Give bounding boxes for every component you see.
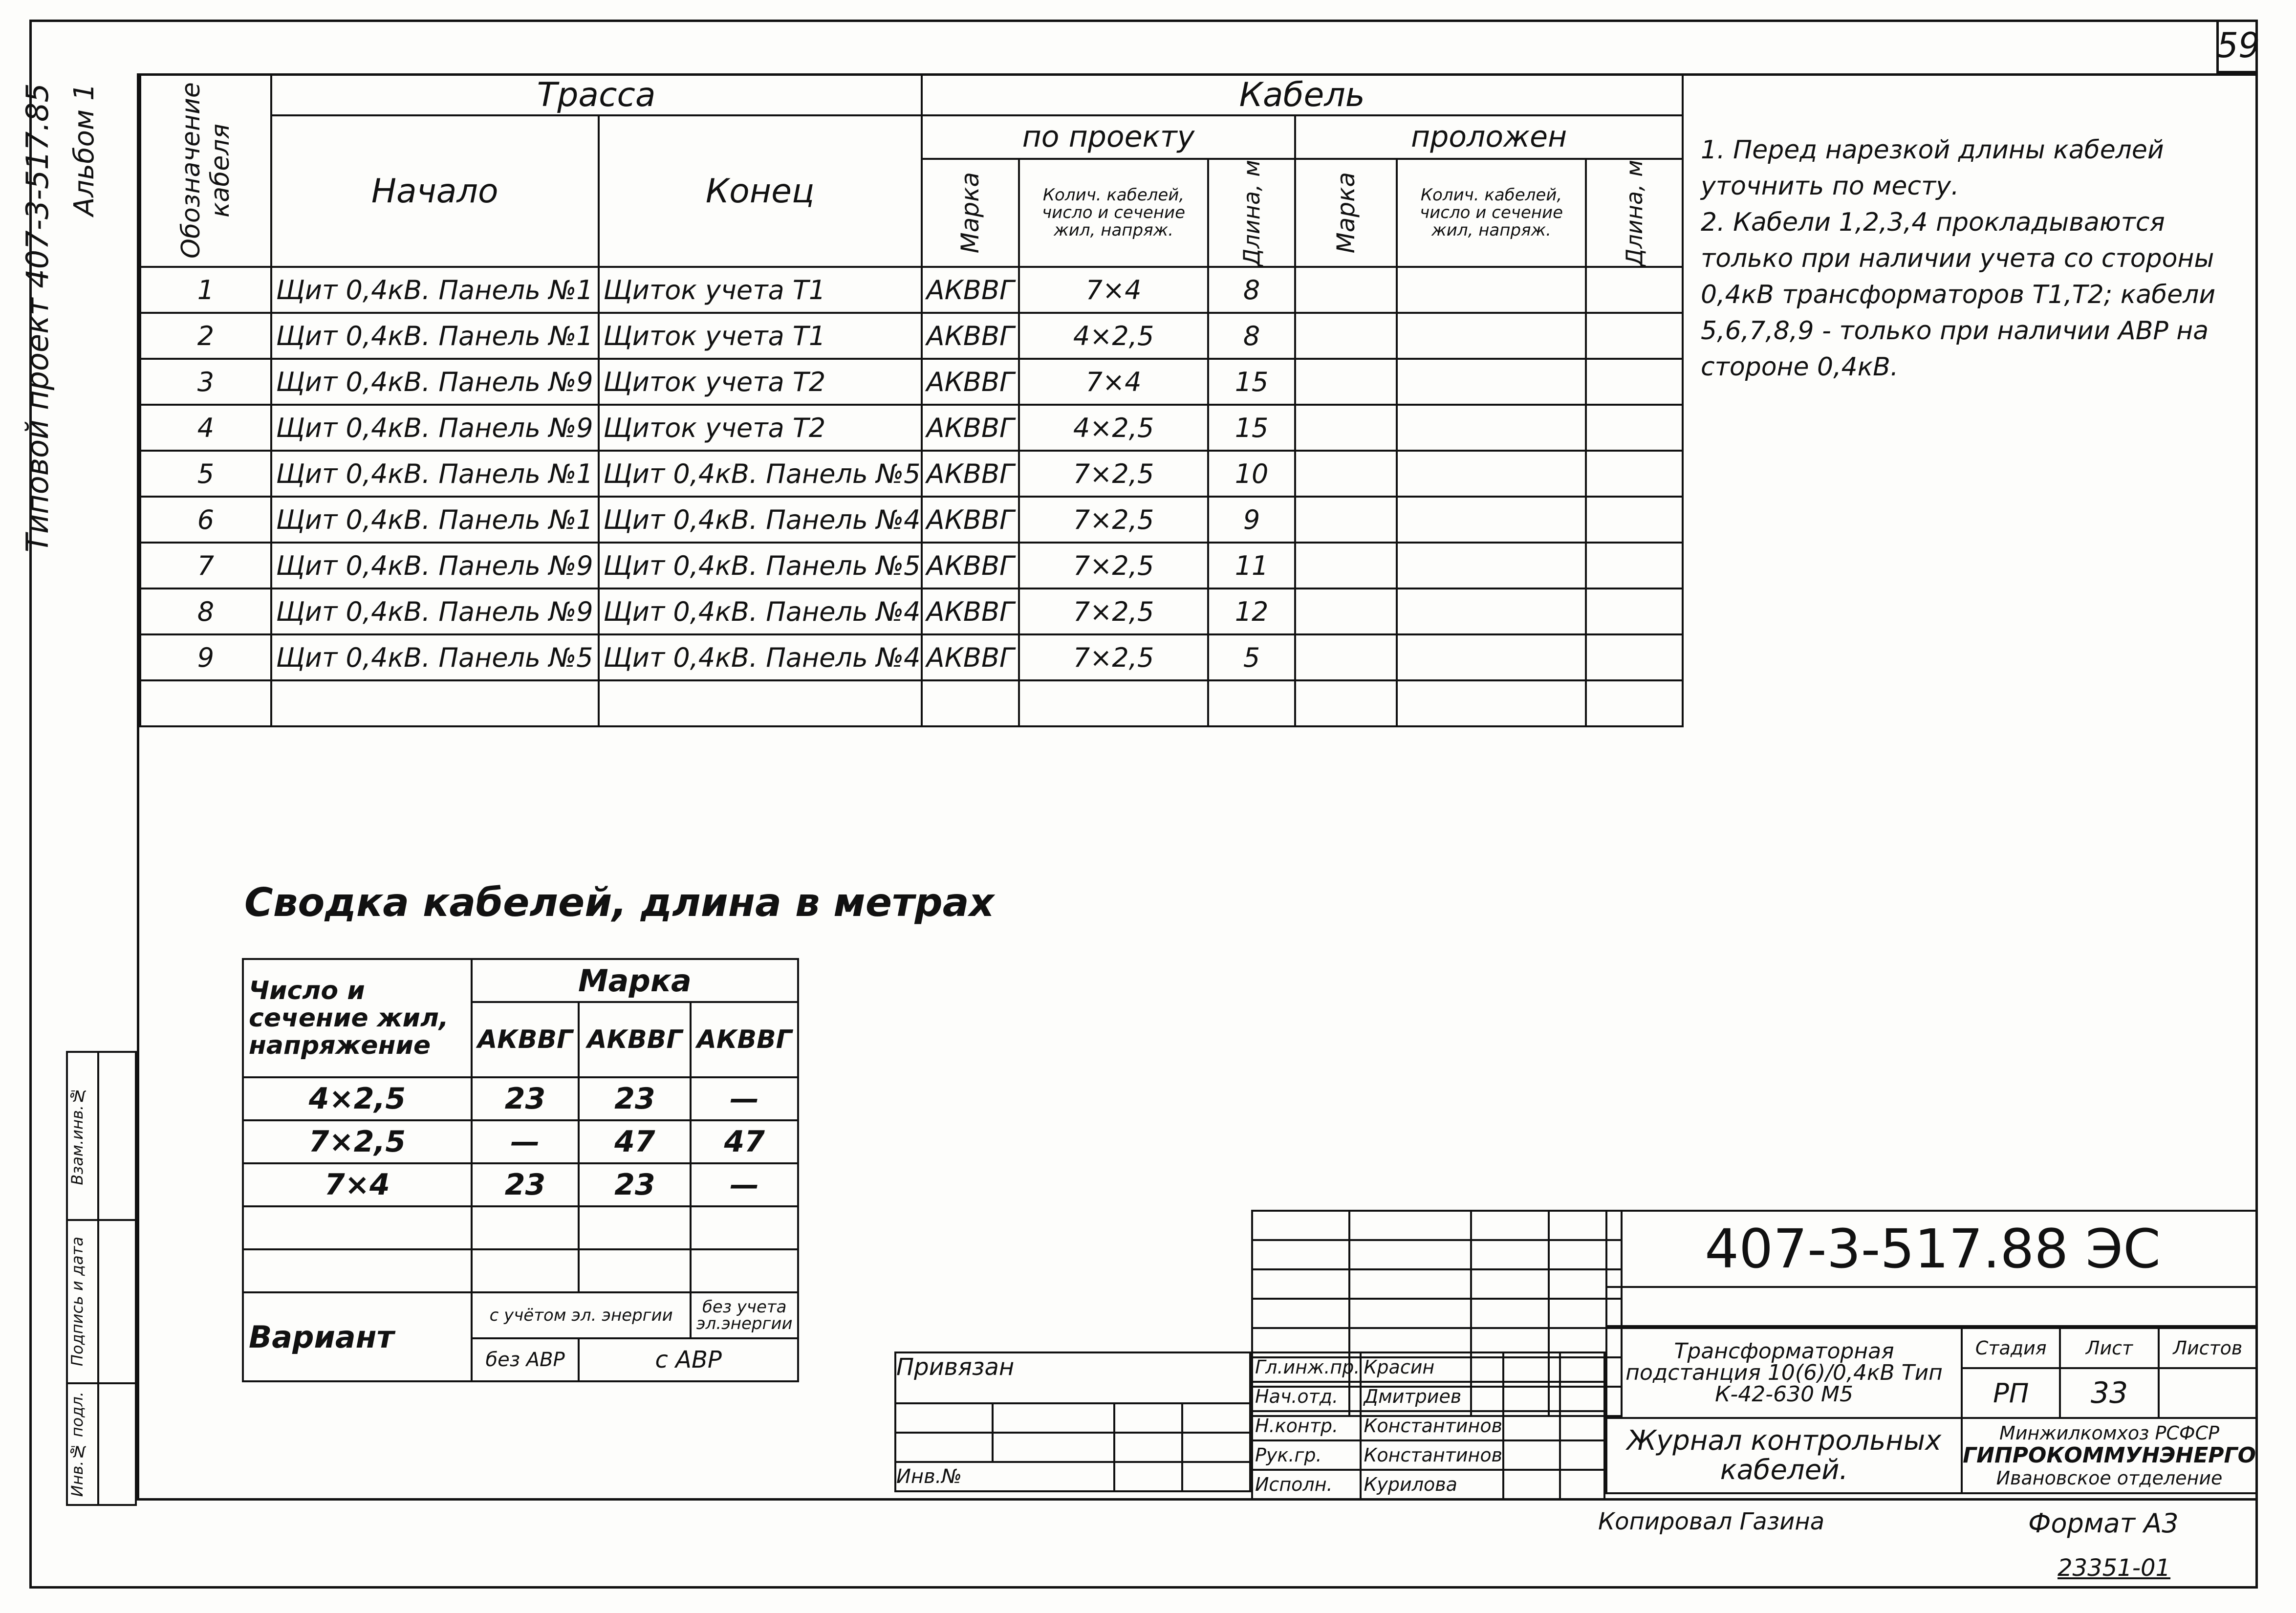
route-end: Щит 0,4кВ. Панель №5 [599,451,922,497]
route-start: Щит 0,4кВ. Панель №9 [271,589,599,634]
cable-section: 7×4 [1019,267,1208,313]
signature-row [1252,1470,1604,1499]
col-count-project: Колич. кабелей, число и сечение жил, напряж. [1019,159,1208,267]
document-code-box [1605,1210,2258,1288]
signature-name: Курилова [1361,1470,1503,1499]
laid-brand [1295,634,1397,680]
side-title-project: Типовой проект 407-3-517.85 [20,83,55,552]
cable-brand: АКВВГ [922,405,1019,451]
route-start: Щит 0,4кВ. Панель №9 [271,543,599,589]
code-spacer [1605,1288,2258,1327]
stage-value: РП [1962,1368,2060,1418]
route-end: Щит 0,4кВ. Панель №4 [599,497,922,543]
cable-length: 12 [1208,589,1295,634]
laid-section [1397,451,1586,497]
laid-brand [1295,543,1397,589]
summary-row [243,1163,798,1206]
laid-section [1397,405,1586,451]
laid-length [1586,267,1683,313]
archive-number: 23351-01 [2058,1554,2171,1582]
route-end: Щиток учета Т2 [599,359,922,405]
table-row [140,589,1683,634]
note-2: 2. Кабели 1,2,3,4 прокладываются только при наличии учета со стороны 0,4кВ трансформаторов Т1,Т2; кабели 5,6,7,8,9 - только при наличии АВР на стороне 0,4кВ. [1701,208,2216,382]
signature-date [1560,1411,1604,1440]
col-start: Начало [271,115,599,267]
route-start: Щит 0,4кВ. Панель №9 [271,359,599,405]
route-end: Щиток учета Т2 [599,405,922,451]
cable-length: 15 [1208,359,1295,405]
cable-number: 7 [140,543,271,589]
cable-number: 6 [140,497,271,543]
cable-journal-table [139,73,1684,727]
summary-with-avr: с АВР [579,1338,798,1381]
summary-section: 4×2,5 [243,1077,472,1120]
copied-by: Копировал Газина [1598,1508,1825,1535]
signature-role: Нач.отд. [1252,1382,1361,1411]
summary-section: 7×2,5 [243,1120,472,1163]
route-start: Щит 0,4кВ. Панель №5 [271,634,599,680]
object-name: Трансформаторная подстанция 10(6)/0,4кВ Тип К-42-630 М5 [1606,1328,1962,1418]
laid-length [1586,634,1683,680]
title-info-grid [1605,1327,2258,1494]
signature-row [1252,1352,1604,1382]
summary-row [243,1120,798,1163]
route-end: Щиток учета Т1 [599,267,922,313]
laid-brand [1295,589,1397,634]
cable-length: 8 [1208,313,1295,359]
document-code: 407-3-517.88 ЭС [1705,1218,2161,1280]
cable-section: 7×2,5 [1019,451,1208,497]
laid-length [1586,313,1683,359]
signature-mark [1503,1440,1560,1470]
inv-label: Инв.№ [895,1462,1114,1491]
col-route: Трасса [271,74,922,115]
laid-section [1397,267,1586,313]
laid-brand [1295,497,1397,543]
summary-value-1: 23 [472,1163,579,1206]
laid-section [1397,497,1586,543]
cable-brand: АКВВГ [922,589,1019,634]
signature-name: Дмитриев [1361,1382,1503,1411]
laid-section [1397,313,1586,359]
linked-grid [894,1351,1251,1492]
laid-length [1586,497,1683,543]
signature-date [1560,1440,1604,1470]
laid-length [1586,543,1683,589]
cable-number: 4 [140,405,271,451]
route-start: Щит 0,4кВ. Панель №1 [271,451,599,497]
laid-length [1586,359,1683,405]
route-end: Щит 0,4кВ. Панель №5 [599,543,922,589]
signature-date [1560,1470,1604,1499]
col-cable: Кабель [922,74,1683,115]
summary-without-meter: без учета эл.энергии [691,1292,798,1338]
summary-value-3: 47 [691,1120,798,1163]
summary-row [243,1077,798,1120]
signature-role: Исполн. [1252,1470,1361,1499]
signature-row [1252,1440,1604,1470]
cable-number: 3 [140,359,271,405]
cable-brand: АКВВГ [922,634,1019,680]
page-number: 59 [2216,20,2258,73]
route-end: Щит 0,4кВ. Панель №4 [599,589,922,634]
cable-length: 15 [1208,405,1295,451]
cable-brand: АКВВГ [922,359,1019,405]
signature-mark [1503,1352,1560,1382]
cable-number: 2 [140,313,271,359]
summary-value-2: 23 [579,1163,691,1206]
stamp-inv-original: Инв.№ подл. [68,1391,87,1497]
summary-section: 7×4 [243,1163,472,1206]
notes [1701,132,2238,385]
signature-role: Гл.инж.пр. [1252,1352,1361,1382]
cable-section: 4×2,5 [1019,313,1208,359]
signature-name: Красин [1361,1352,1503,1382]
cable-number: 5 [140,451,271,497]
laid-length [1586,589,1683,634]
col-by-project: по проекту [922,115,1296,159]
sheet-label: Лист [2060,1328,2158,1368]
col-count-laid: Колич. кабелей, число и сечение жил, напряж. [1397,159,1586,267]
laid-brand [1295,405,1397,451]
laid-brand [1295,451,1397,497]
col-brand-laid: Марка [1332,172,1361,254]
col-brand-project: Марка [956,172,985,254]
linked-label: Привязан [895,1352,1250,1403]
laid-section [1397,589,1586,634]
table-row [140,497,1683,543]
side-title [10,83,117,621]
stamp-inv-replacement: Взам.инв.№ [68,1087,87,1185]
laid-brand [1295,359,1397,405]
cable-brand: АКВВГ [922,267,1019,313]
laid-section [1397,359,1586,405]
summary-variant: Вариант [243,1292,472,1381]
summary-value-3: — [691,1163,798,1206]
summary-brand-1: АКВВГ [472,1002,579,1077]
cable-section: 7×4 [1019,359,1208,405]
cable-length: 5 [1208,634,1295,680]
note-1: 1. Перед нарезкой длины кабелей уточнить по месту. [1701,135,2164,201]
org-branch: Ивановское отделение [1996,1467,2223,1489]
paper-format: Формат А3 [2028,1508,2179,1539]
cable-section: 7×2,5 [1019,543,1208,589]
table-row [140,634,1683,680]
cable-brand: АКВВГ [922,497,1019,543]
col-end: Конец [599,115,922,267]
signature-mark [1503,1382,1560,1411]
signature-role: Н.контр. [1252,1411,1361,1440]
laid-section [1397,634,1586,680]
organisation [1962,1418,2257,1493]
cable-brand: АКВВГ [922,451,1019,497]
summary-table [242,958,799,1382]
cable-brand: АКВВГ [922,543,1019,589]
summary-value-1: — [472,1120,579,1163]
laid-section [1397,543,1586,589]
summary-no-avr: без АВР [472,1338,579,1381]
laid-brand [1295,267,1397,313]
route-end: Щит 0,4кВ. Панель №4 [599,634,922,680]
col-designation: Обозначение кабеля [176,82,235,259]
cable-section: 4×2,5 [1019,405,1208,451]
signature-date [1560,1382,1604,1411]
signatures-grid [1251,1351,1605,1500]
table-row [140,543,1683,589]
title-block [894,1210,2258,1501]
route-start: Щит 0,4кВ. Панель №1 [271,267,599,313]
cable-section: 7×2,5 [1019,634,1208,680]
summary-with-meter: с учётом эл. энергии [472,1292,691,1338]
cable-brand: АКВВГ [922,313,1019,359]
sheet-name: Журнал контрольных кабелей. [1606,1418,1962,1493]
signature-role: Рук.гр. [1252,1440,1361,1470]
col-length-project: Длина, м [1238,159,1265,266]
side-title-album: Альбом 1 [68,83,100,216]
signature-row [1252,1382,1604,1411]
summary-title: Сводка кабелей, длина в метрах [244,880,995,925]
col-length-laid: Длина, м [1621,159,1647,266]
summary-col-section: Число и сечение жил, напряжение [243,959,472,1077]
laid-length [1586,405,1683,451]
cable-number: 1 [140,267,271,313]
summary-brand-3: АКВВГ [691,1002,798,1077]
signature-name: Константинов [1361,1411,1503,1440]
route-end: Щиток учета Т1 [599,313,922,359]
stage-label: Стадия [1962,1328,2060,1368]
route-start: Щит 0,4кВ. Панель №1 [271,313,599,359]
org-name: ГИПРОКОММУНЭНЕРГО [1963,1443,2256,1468]
summary-value-2: 47 [579,1120,691,1163]
cable-length: 10 [1208,451,1295,497]
cable-number: 8 [140,589,271,634]
laid-brand [1295,313,1397,359]
table-row [140,451,1683,497]
route-start: Щит 0,4кВ. Панель №1 [271,497,599,543]
table-row [140,405,1683,451]
cable-length: 11 [1208,543,1295,589]
col-laid: проложен [1295,115,1683,159]
summary-value-2: 23 [579,1077,691,1120]
cable-length: 8 [1208,267,1295,313]
summary-col-brand: Марка [472,959,798,1002]
cable-length: 9 [1208,497,1295,543]
summary-brand-2: АКВВГ [579,1002,691,1077]
cable-number: 9 [140,634,271,680]
route-start: Щит 0,4кВ. Панель №9 [271,405,599,451]
cable-section: 7×2,5 [1019,589,1208,634]
table-row [140,313,1683,359]
sheet-value: 33 [2060,1368,2158,1418]
laid-length [1586,451,1683,497]
table-row [140,267,1683,313]
signature-date [1560,1352,1604,1382]
left-stamp [66,1051,137,1506]
summary-value-1: 23 [472,1077,579,1120]
signature-mark [1503,1411,1560,1440]
sheets-label: Листов [2159,1328,2257,1368]
cable-section: 7×2,5 [1019,497,1208,543]
signature-mark [1503,1470,1560,1499]
signature-row [1252,1411,1604,1440]
signature-name: Константинов [1361,1440,1503,1470]
summary-value-3: — [691,1077,798,1120]
stamp-signature-date: Подпись и дата [68,1237,87,1367]
org-ministry: Минжилкомхоз РСФСР [1999,1422,2220,1444]
table-row [140,359,1683,405]
